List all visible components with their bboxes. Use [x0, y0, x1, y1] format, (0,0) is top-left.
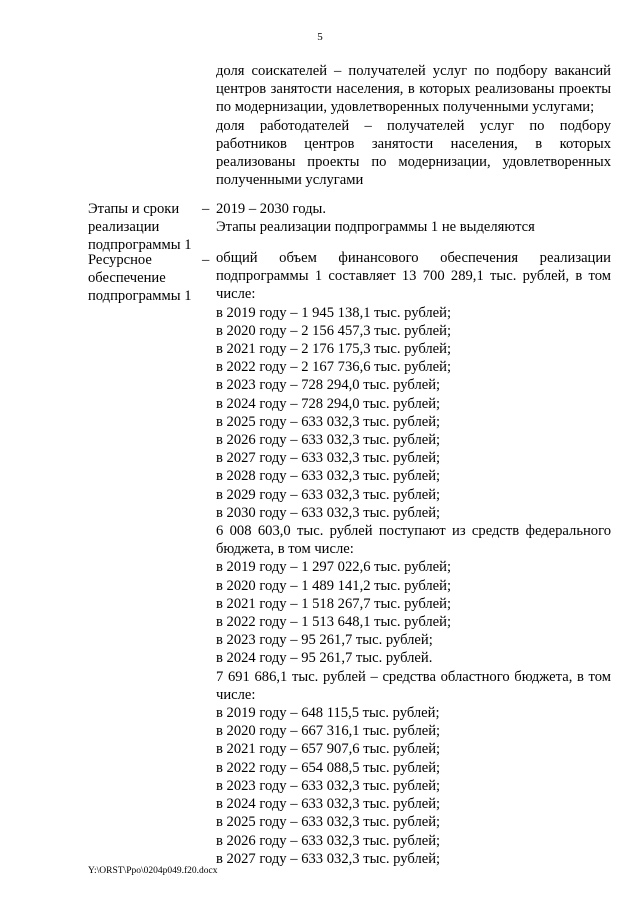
resources-total-paragraph: общий объем финансового обеспечения реализации подпрограммы 1 составляет 13 700 289,1 тыс. рублей, в том числе: — [216, 250, 611, 303]
total-year-line: в 2028 году – 633 032,3 тыс. рублей; — [216, 468, 441, 485]
federal-year-line: в 2019 году – 1 297 022,6 тыс. рублей; — [216, 559, 452, 576]
regional-year-line: в 2027 году – 633 032,3 тыс. рублей; — [216, 850, 441, 867]
resources-label: Ресурсное обеспечение подпрограммы 1 — [88, 252, 192, 305]
page-number: 5 — [317, 31, 323, 43]
federal-year-line: в 2022 году – 1 513 648,1 тыс. рублей; — [216, 614, 452, 631]
total-year-line: в 2026 году – 633 032,3 тыс. рублей; — [216, 432, 441, 449]
regional-year-line: в 2023 году – 633 032,3 тыс. рублей; — [216, 777, 441, 794]
resources-block — [216, 249, 611, 868]
total-year-line: в 2024 году – 728 294,0 тыс. рублей; — [216, 395, 441, 412]
intro-paragraph-2: доля работодателей – получателей услуг по подбору работников центров занятости населения, в которых реализованы проекты по модернизации, удовлетворенных полученными услугами — [216, 117, 611, 189]
stages-block — [216, 200, 611, 236]
regional-year-line: в 2021 году – 657 907,6 тыс. рублей; — [216, 741, 441, 758]
federal-year-line: в 2023 году – 95 261,7 тыс. рублей; — [216, 632, 433, 649]
stages-dash: – — [202, 201, 210, 217]
file-path-footer: Y:\ORST\Ppo\0204p049.f20.docx — [88, 866, 218, 876]
regional-year-line: в 2024 году – 633 032,3 тыс. рублей; — [216, 796, 441, 813]
total-year-line: в 2019 году – 1 945 138,1 тыс. рублей; — [216, 304, 452, 321]
stages-line-1: 2019 – 2030 годы. — [216, 201, 326, 217]
federal-year-line: в 2020 году – 1 489 141,2 тыс. рублей; — [216, 577, 452, 594]
total-year-line: в 2021 году – 2 176 175,3 тыс. рублей; — [216, 341, 452, 358]
total-year-line: в 2027 году – 633 032,3 тыс. рублей; — [216, 450, 441, 467]
federal-year-line: в 2024 году – 95 261,7 тыс. рублей. — [216, 650, 433, 667]
federal-by-year-list — [216, 558, 611, 667]
resources-federal-paragraph: 6 008 603,0 тыс. рублей поступают из средств федерального бюджета, в том числе: — [216, 523, 611, 558]
regional-year-line: в 2026 году – 633 032,3 тыс. рублей; — [216, 832, 441, 849]
regional-year-line: в 2025 году – 633 032,3 тыс. рублей; — [216, 814, 441, 831]
total-year-line: в 2020 году – 2 156 457,3 тыс. рублей; — [216, 322, 452, 339]
resources-dash: – — [202, 252, 210, 268]
regional-year-line: в 2019 году – 648 115,5 тыс. рублей; — [216, 705, 440, 722]
intro-paragraph-1: доля соискателей – получателей услуг по подбору вакансий центров занятости населения, в которых реализованы проекты по модернизации, удовлетворенных полученными услугами; — [216, 63, 611, 116]
regional-by-year-list — [216, 704, 611, 868]
total-year-line: в 2022 году – 2 167 736,6 тыс. рублей; — [216, 359, 452, 376]
resources-regional-paragraph: 7 691 686,1 тыс. рублей – средства областного бюджета, в том числе: — [216, 668, 611, 703]
stages-label: Этапы и сроки реализации подпрограммы 1 — [88, 201, 192, 254]
regional-year-line: в 2022 году – 654 088,5 тыс. рублей; — [216, 759, 441, 776]
stages-line-2: Этапы реализации подпрограммы 1 не выделяются — [216, 219, 535, 236]
intro-block — [216, 62, 611, 189]
total-by-year-list — [216, 304, 611, 522]
regional-year-line: в 2020 году – 667 316,1 тыс. рублей; — [216, 723, 441, 740]
total-year-line: в 2025 году – 633 032,3 тыс. рублей; — [216, 413, 441, 430]
total-year-line: в 2023 году – 728 294,0 тыс. рублей; — [216, 377, 441, 394]
total-year-line: в 2029 году – 633 032,3 тыс. рублей; — [216, 486, 441, 503]
total-year-line: в 2030 году – 633 032,3 тыс. рублей; — [216, 504, 441, 521]
federal-year-line: в 2021 году – 1 518 267,7 тыс. рублей; — [216, 595, 452, 612]
